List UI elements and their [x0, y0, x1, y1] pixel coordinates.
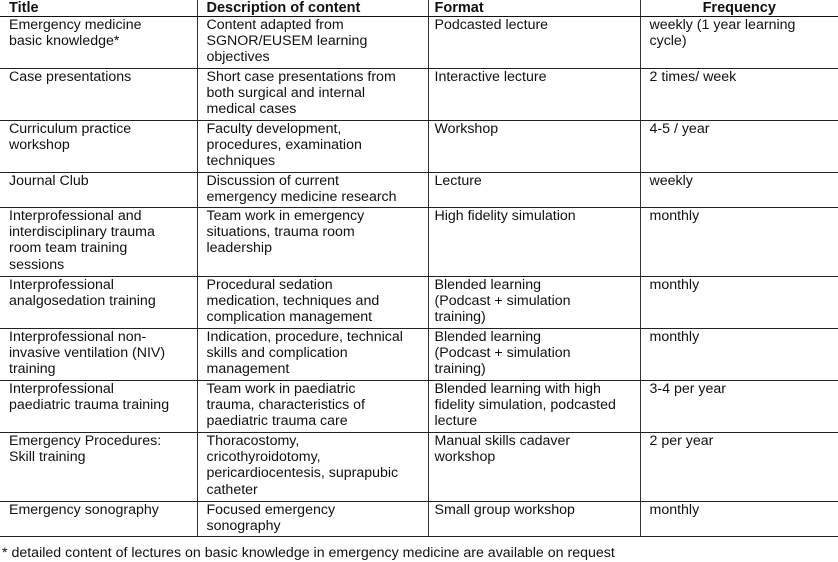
- cell-format: [428, 17, 640, 69]
- table-row: [0, 208, 838, 277]
- cell-line: Emergency Procedures:: [9, 433, 162, 449]
- cell-line: Interprofessional non-: [9, 329, 147, 345]
- table-row: [0, 433, 838, 502]
- cell-format: [428, 502, 640, 537]
- cell-line: workshop: [9, 137, 70, 154]
- cell-description: [197, 329, 428, 381]
- cell-line: Interactive lecture: [434, 69, 547, 85]
- cell-line: monthly: [649, 329, 700, 345]
- header-frequency: Frequency: [640, 0, 838, 17]
- cell-line: monthly: [649, 208, 700, 224]
- table-row: [0, 381, 838, 433]
- cell-line: techniques: [206, 153, 276, 170]
- cell-line: invasive ventilation (NIV): [9, 345, 166, 362]
- cell-line: weekly: [649, 173, 693, 189]
- cell-line: Journal Club: [9, 173, 89, 189]
- cell-line: monthly: [649, 277, 700, 293]
- cell-line: management: [206, 361, 290, 378]
- cell-line: 4-5 / year: [649, 121, 710, 137]
- cell-line: both surgical and internal: [206, 85, 366, 102]
- cell-line: training): [434, 309, 486, 326]
- cell-line: monthly: [649, 502, 700, 518]
- cell-line: skills and complication: [206, 345, 348, 362]
- cell-description: [197, 17, 428, 69]
- cell-line: medication, techniques and: [206, 293, 380, 310]
- cell-title: [0, 208, 197, 277]
- cell-line: 2 per year: [649, 433, 714, 449]
- cell-format: [428, 208, 640, 277]
- cell-line: Blended learning: [434, 329, 541, 345]
- cell-line: Emergency sonography: [9, 502, 159, 518]
- cell-line: Blended learning with high: [434, 381, 601, 397]
- table-row: [0, 173, 838, 208]
- cell-line: 3-4 per year: [649, 381, 726, 397]
- cell-format: [428, 121, 640, 173]
- cell-line: Short case presentations from: [206, 69, 396, 85]
- cell-line: Interprofessional and: [9, 208, 142, 224]
- cell-title: [0, 433, 197, 502]
- cell-line: room team training: [9, 240, 128, 257]
- cell-description: [197, 69, 428, 121]
- cell-line: paediatric trauma care: [206, 413, 348, 430]
- cell-description: [197, 381, 428, 433]
- table-row: [0, 69, 838, 121]
- cell-line: leadership: [206, 240, 272, 257]
- cell-line: Blended learning: [434, 277, 541, 293]
- cell-format: [428, 329, 640, 381]
- cell-line: Curriculum practice: [9, 121, 132, 137]
- cell-line: Skill training: [9, 449, 86, 466]
- cell-line: interdisciplinary trauma: [9, 224, 155, 241]
- cell-title: [0, 173, 197, 208]
- cell-frequency: [640, 121, 838, 173]
- cell-description: [197, 502, 428, 537]
- table-row: [0, 329, 838, 381]
- cell-line: sonography: [206, 518, 281, 535]
- cell-line: Indication, procedure, technical: [206, 329, 403, 345]
- cell-line: analgosedation training: [9, 293, 156, 310]
- cell-line: Lecture: [434, 173, 482, 189]
- cell-line: Workshop: [434, 121, 499, 137]
- header-format: Format: [428, 0, 640, 17]
- cell-format: [428, 433, 640, 502]
- cell-description: [197, 277, 428, 329]
- cell-line: procedures, examination: [206, 137, 362, 154]
- cell-line: Focused emergency: [206, 502, 336, 518]
- cell-frequency: [640, 329, 838, 381]
- cell-line: Manual skills cadaver: [434, 433, 571, 449]
- cell-title: [0, 17, 197, 69]
- cell-line: cycle): [649, 33, 687, 50]
- cell-line: situations, trauma room: [206, 224, 355, 241]
- cell-line: High fidelity simulation: [434, 208, 576, 224]
- cell-frequency: [640, 277, 838, 329]
- cell-line: Interprofessional: [9, 381, 114, 397]
- cell-line: SGNOR/EUSEM learning: [206, 33, 368, 50]
- cell-line: medical cases: [206, 101, 297, 118]
- cell-line: training: [9, 361, 56, 378]
- table-footnote: * detailed content of lectures on basic knowledge in emergency medicine are available on request: [2, 545, 615, 561]
- cell-line: Team work in emergency: [206, 208, 365, 224]
- cell-title: [0, 381, 197, 433]
- header-title: Title: [0, 0, 197, 17]
- cell-title: [0, 502, 197, 537]
- cell-line: Small group workshop: [434, 502, 575, 518]
- cell-line: Case presentations: [9, 69, 132, 85]
- cell-line: Team work in paediatric: [206, 381, 356, 397]
- table-header-row: [0, 0, 838, 17]
- cell-line: basic knowledge*: [9, 33, 120, 50]
- cell-frequency: [640, 208, 838, 277]
- cell-format: [428, 69, 640, 121]
- table-row: [0, 277, 838, 329]
- cell-line: (Podcast + simulation: [434, 293, 571, 310]
- cell-title: [0, 277, 197, 329]
- cell-frequency: [640, 69, 838, 121]
- cell-line: lecture: [434, 413, 478, 430]
- cell-line: paediatric trauma training: [9, 397, 170, 414]
- cell-frequency: [640, 381, 838, 433]
- cell-format: [428, 381, 640, 433]
- cell-frequency: [640, 433, 838, 502]
- cell-line: catheter: [206, 481, 258, 498]
- cell-title: [0, 69, 197, 121]
- cell-line: Emergency medicine: [9, 17, 142, 33]
- cell-line: trauma, characteristics of: [206, 397, 365, 414]
- cell-frequency: [640, 173, 838, 208]
- cell-line: Discussion of current: [206, 173, 339, 189]
- cell-line: objectives: [206, 49, 270, 66]
- cell-description: [197, 208, 428, 277]
- cell-line: Interprofessional: [9, 277, 114, 293]
- cell-line: pericardiocentesis, suprapubic: [206, 465, 399, 482]
- table-row: [0, 17, 838, 69]
- cell-line: weekly (1 year learning: [649, 17, 796, 33]
- cell-line: (Podcast + simulation: [434, 345, 571, 362]
- cell-title: [0, 121, 197, 173]
- cell-line: fidelity simulation, podcasted: [434, 397, 616, 414]
- cell-line: sessions: [9, 256, 65, 273]
- table-row: [0, 502, 838, 537]
- cell-line: cricothyroidotomy,: [206, 449, 321, 466]
- cell-line: 2 times/ week: [649, 69, 737, 85]
- cell-line: Thoracostomy,: [206, 433, 300, 449]
- cell-line: Podcasted lecture: [434, 17, 549, 33]
- table-body: [0, 17, 838, 537]
- cell-frequency: [640, 17, 838, 69]
- table-row: [0, 121, 838, 173]
- cell-format: [428, 173, 640, 208]
- cell-format: [428, 277, 640, 329]
- cell-frequency: [640, 502, 838, 537]
- cell-description: [197, 173, 428, 208]
- cell-description: [197, 433, 428, 502]
- cell-line: emergency medicine research: [206, 189, 397, 206]
- cell-title: [0, 329, 197, 381]
- cell-line: Faculty development,: [206, 121, 342, 137]
- cell-line: training): [434, 361, 486, 378]
- cell-description: [197, 121, 428, 173]
- cell-line: Procedural sedation: [206, 277, 333, 293]
- cell-line: Content adapted from: [206, 17, 344, 33]
- header-description: Description of content: [197, 0, 428, 17]
- cell-line: complication management: [206, 309, 373, 326]
- cell-line: workshop: [434, 449, 496, 466]
